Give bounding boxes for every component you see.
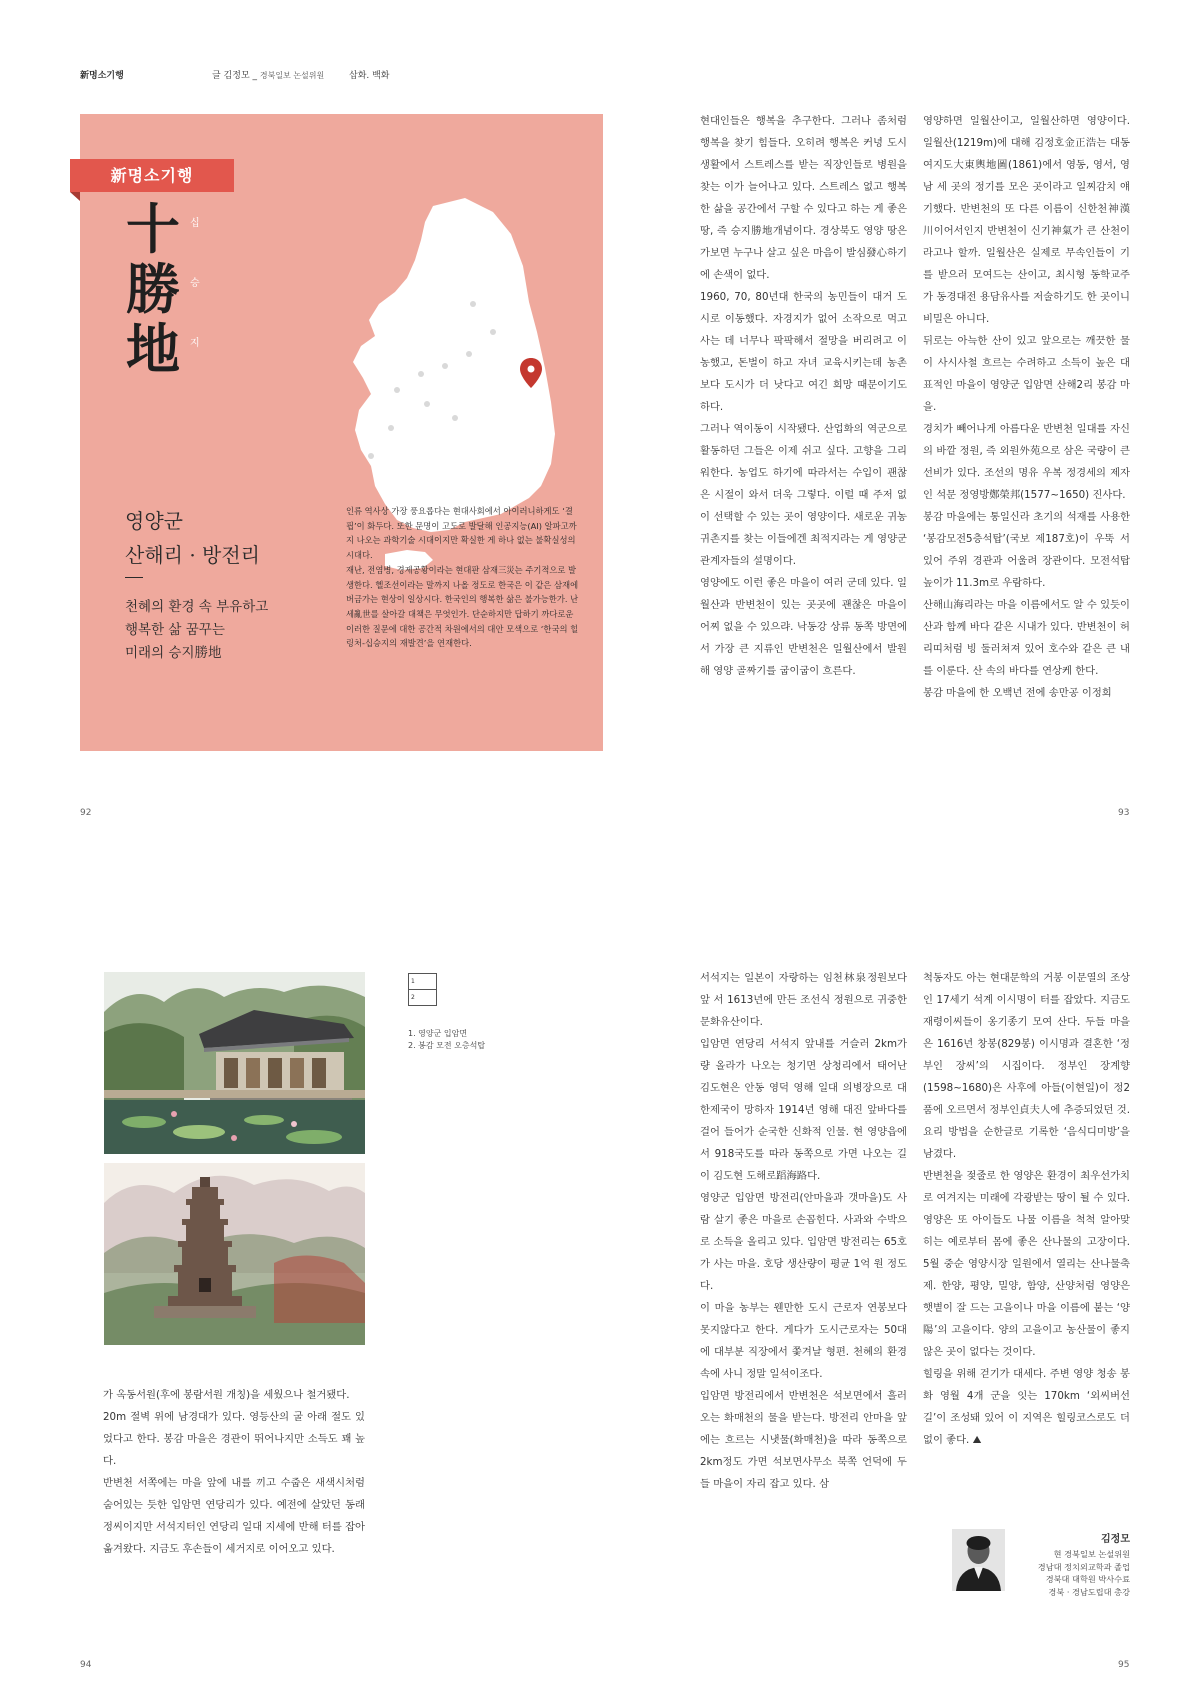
place-title	[125, 504, 260, 572]
author-bio	[1010, 1548, 1130, 1598]
map-dot	[470, 301, 476, 307]
caption-index-1: 1	[409, 974, 436, 990]
byline-role: 경북일보 논설위원	[259, 71, 325, 80]
author-bio-line: 경북대 대학원 박사수료	[1045, 1574, 1130, 1584]
title-rule	[125, 577, 143, 578]
header-byline	[212, 68, 324, 81]
place-title-line-2: 산해리 · 방전리	[125, 543, 260, 567]
paragraph: 영양하면 일월산이고, 일월산하면 영양이다. 일월산(1219m)에 대해 김정호金正浩는 대동여지도大東輿地圖(1861)에서 영동, 영서, 영남 세 곳의 정기를 모은 곳이라고 일찌감치 얘기했다. 반변천의 또 다른 이름이 신한천神漢川이어서인지 반변천이 신기神氣가 큰 산천이라고나 할까. 일월산은 실제로 무속인들이 기를 받으러 모여드는 산이고, 최시형 동학교주가 동경대전 용담유사를 저술하기도 한 곳이니 비밀은 아니다.	[923, 115, 1130, 325]
header-illustration-credit: 삽화. 백화	[349, 71, 390, 81]
hanja-reading-2: 승	[190, 278, 200, 289]
map-dot	[466, 351, 472, 357]
subtitle-line-1: 천혜의 환경 속 부유하고	[125, 599, 269, 615]
paragraph: 봉감 마을에는 통일신라 초기의 석재를 사용한 ‘봉감모전5층석탑’(국보 제187호)이 우뚝 서 있어 주위 경관과 어울려 장관이다. 모전석탑 높이가 11.3m로 우람하다.	[923, 511, 1130, 589]
hanja-char-3: 地	[126, 317, 180, 381]
paragraph: 이 마을 농부는 웬만한 도시 근로자 연봉보다 못지않다고 한다. 게다가 도시근로자는 50대에 대부분 직장에서 쫓겨날 형편. 천혜의 환경 속에 사니 정말 일석이조다.	[700, 1302, 907, 1380]
article-column-95-left	[700, 967, 907, 1495]
subtitle-line-3: 미래의 승지勝地	[125, 645, 222, 661]
image-captions	[408, 1028, 485, 1052]
paragraph: 가 옥동서원(후에 봉람서원 개칭)을 세웠으나 철거됐다.	[103, 1389, 350, 1401]
paragraph: 20m 절벽 위에 남경대가 있다. 영등산의 굴 아래 절도 있었다고 한다. 봉감 마을은 경관이 뛰어나지만 소득도 꽤 높다.	[103, 1411, 365, 1467]
hanja-char-1: 十	[126, 197, 180, 261]
paragraph: 산해山海리라는 마을 이름에서도 알 수 있듯이 산과 함께 바다 같은 시내가 있다. 반변천이 허리띠처럼 빙 둘러쳐져 있어 호수와 같은 큰 내를 이룬다. 산 속의 바다를 연상케 한다.	[923, 599, 1130, 677]
paragraph: 입암면 방전리에서 반변천은 석보면에서 흘러오는 화매천의 물을 받는다. 방전리 안마을 앞에는 흐르는 시냇물(화매천)을 따라 동쪽으로 2km정도 가면 석보면사무소 북쪽 언덕에 두들 마을이 자리 잡고 있다. 삼	[700, 1390, 907, 1490]
caption-2: 2. 봉감 모전 오층석탑	[408, 1041, 486, 1050]
page-number-93: 93	[1118, 808, 1130, 818]
painting-hanok-pond	[104, 972, 365, 1154]
byline-author: 글 김정모 _	[212, 71, 257, 81]
header-section-name: 新명소기행	[80, 71, 124, 81]
author-name: 김정모	[1101, 1534, 1130, 1545]
spread-pages-92-93	[0, 0, 1200, 853]
map-dot	[368, 453, 374, 459]
intro-text	[346, 504, 582, 651]
paragraph: 반변천 서쪽에는 마을 앞에 내를 끼고 수줍은 새색시처럼 숨어있는 듯한 입암면 연당리가 있다. 예전에 살았던 동래정씨이지만 서석지터인 연당리 일대 지세에 반해 터를 잡아 옮겨왔다. 지금도 후손들이 세거지로 이어오고 있다.	[103, 1477, 365, 1555]
caption-1: 1. 영양군 입암면	[408, 1029, 468, 1038]
paragraph: 경치가 빼어나게 아름다운 반변천 일대를 자신의 바깥 정원, 즉 외원外苑으로 삼은 국량이 큰 선비가 있다. 조선의 명유 우복 정경세의 제자인 석문 정영방鄭榮邦(1577~1650) 진사다.	[923, 423, 1130, 501]
hanja-reading-1: 십	[190, 218, 200, 229]
ribbon-fold	[70, 192, 80, 201]
map-dot	[394, 387, 400, 393]
intro-paragraph-1: 인류 역사상 가장 풍요롭다는 현대사회에서 아이러니하게도 ‘결핍’이 화두다. 또한 문명이 고도로 발달해 인공지능(AI) 알파고까지 나오는 과학기술 시대이지만 확실한 게 하나 없는 불확실성의 시대다.	[346, 506, 577, 561]
map-dot	[418, 371, 424, 377]
map-dot	[452, 415, 458, 421]
paragraph: 척동자도 아는 현대문학의 거봉 이문열의 조상인 17세기 석계 이시명이 터를 잡았다. 지금도 재령이씨들이 옹기종기 모여 산다. 두들 마을은 1616년 창봉(829봉) 이시명과 결혼한 ‘정부인 장씨’의 시집이다. 정부인 장계향(1598~1680)은 사후에 아들(이현일)이 정2품에 오르면서 정부인貞夫人에 추증되었던 것. 요리 방법을 순한글로 기록한 ‘음식디미방’을 남겼다.	[923, 972, 1130, 1160]
hanja-reading-3: 지	[190, 338, 200, 349]
painting-stone-pagoda	[104, 1163, 365, 1345]
author-bio-line: 경남대 정치외교학과 졸업	[1037, 1561, 1130, 1572]
paragraph: 힐링을 위해 걷기가 대세다. 주변 영양 청송 봉화 영월 4개 군을 잇는 170km ‘외씨버선길’이 조성돼 있어 이 지역은 힐링코스로도 더 없이 좋다. ⛰	[923, 1368, 1130, 1446]
page-number-92: 92	[80, 808, 92, 818]
paragraph: 1960, 70, 80년대 한국의 농민들이 대거 도시로 이동했다. 자경지가 없어 소작으로 먹고사는 데 너무나 팍팍해서 절망을 버리려고 이농했고, 돈벌이 하고 자녀 교육시키는데 농촌보다 도시가 더 낫다고 여긴 희망 때문이기도 하다.	[700, 291, 907, 413]
map-dot	[490, 329, 496, 335]
subtitle	[125, 596, 268, 665]
author-portrait-icon	[952, 1529, 1005, 1591]
intro-paragraph-2: 재난, 전염병, 경제공황이라는 현대판 삼재三災는 주기적으로 발생한다. 헬조선이라는 말까지 나올 정도로 한국은 이 같은 삼재에 버금가는 현상이 일상시다. 한국인의 행복한 삶은 불가능한가. 난세亂世를 살아갈 대책은 무엇인가. 단순하지만 답하기 까다로운 이러한 질문에 대한 공간적 차원에서의 대안 모색으로 ‘한국의 힐링처-십승지의 재발견’을 연재한다.	[346, 564, 579, 649]
author-bio-line: 현 경북일보 논설위원	[1053, 1549, 1130, 1559]
map-dot	[388, 425, 394, 431]
article-column-94	[103, 1384, 365, 1560]
map-dot	[442, 363, 448, 369]
paragraph: 영양에도 이런 좋은 마을이 여러 군데 있다. 일월산과 반변천이 있는 곳곳에 괜찮은 마을이 어찌 없을 수 있으랴. 낙동강 상류 동쪽 방면에서 가장 큰 지류인 반변천은 일월산에서 발원해 영양 골짜기를 굽이굽이 흐른다.	[700, 577, 907, 677]
place-title-line-1: 영양군	[125, 509, 183, 533]
paragraph: 그러나 역이동이 시작됐다. 산업화의 역군으로 활동하던 그들은 이제 쉬고 싶다. 고향을 그리워한다. 농업도 하기에 따라서는 수입이 괜찮은 시절이 와서 더욱 그렇다. 이럴 때 주저 없이 선택할 수 있는 곳이 영양이다. 새로운 귀농 귀촌지를 찾는 이들에겐 최적지라는 게 영양군 관계자들의 설명이다.	[700, 423, 907, 567]
page-number-94: 94	[80, 1660, 92, 1670]
caption-index-box	[408, 973, 437, 1006]
author-photo	[952, 1529, 1005, 1591]
watercolor-hanok-illustration	[104, 972, 365, 1154]
page-number-95: 95	[1118, 1660, 1130, 1670]
paragraph: 입암면 연당리 서석지 앞내를 거슬러 2km가량 올라가 나오는 청기면 상청리에서 태어난 김도현은 안동 영덕 영해 일대 의병장으로 대한제국이 망하자 1914년 영해 대진 앞바다를 걸어 들어가 순국한 신화적 인물. 현 영양읍에서 918국도를 따라 동쪽으로 가면 나오는 길이 김도현 도해로蹈海路다.	[700, 1038, 907, 1182]
article-column-93-left	[700, 110, 907, 682]
section-ribbon: 新명소기행	[70, 159, 234, 192]
paragraph: 영양군 입암면 방전리(안마을과 갯마을)도 사람 살기 좋은 마을로 손꼽힌다. 사과와 수박으로 소득을 올리고 있다. 입암면 방전리는 65호가 사는 마을. 호당 생산량이 평균 1억 원 정도다.	[700, 1192, 907, 1292]
feature-panel	[80, 114, 603, 751]
paragraph: 서석지는 일본이 자랑하는 임천林泉정원보다 앞 서 1613년에 만든 조선식 정원으로 귀중한 문화유산이다.	[700, 972, 907, 1028]
caption-index-2: 2	[411, 993, 415, 1001]
paragraph: 반변천을 젖줄로 한 영양은 환경이 최우선가치로 여겨지는 미래에 각광받는 땅이 될 수 있다. 영양은 또 아이들도 나물 이름을 척척 알아맞히는 예로부터 몸에 좋은 산나물의 고장이다. 5월 중순 영양시장 일원에서 열리는 산나물축제. 한양, 평양, 밀양, 함양, 산양처럼 영양은 햇볕이 잘 드는 고을이나 마을 이름에 붙는 ‘양陽’의 고을이다. 양의 고을이고 농산물이 좋지 않은 곳이 없다는 것이다.	[923, 1170, 1130, 1358]
paragraph: 뒤로는 아늑한 산이 있고 앞으로는 깨끗한 물이 사시사철 흐르는 수려하고 소득이 높은 대표적인 마을이 영양군 입암면 산해2리 봉감 마을.	[923, 335, 1130, 413]
article-column-95-right	[923, 967, 1130, 1451]
map-dot	[424, 401, 430, 407]
subtitle-line-2: 행복한 삶 꿈꾸는	[125, 622, 225, 638]
paragraph: 봉감 마을에 한 오백년 전에 송만공 이정희	[923, 687, 1112, 699]
hanja-char-2: 勝	[126, 257, 180, 321]
author-bio-line: 경북 · 경남도립대 총강	[1048, 1586, 1130, 1597]
article-column-93-right	[923, 110, 1130, 704]
paragraph: 현대인들은 행복을 추구한다. 그러나 좀처럼 행복을 찾기 힘들다. 오히려 행복은 커녕 도시생활에서 스트레스를 받는 직장인들로 병원을 찾는 이가 늘어나고 있다. 스트레스 없고 행복한 삶을 공간에서 구할 수 있다고 하는 게 좋은 땅, 즉 승지勝地개념이다. 경상북도 영양 땅은 가보면 누구나 살고 싶은 마음이 발심發心하기에 손색이 없다.	[700, 115, 907, 281]
location-pin-center	[528, 366, 535, 373]
watercolor-pagoda-illustration	[104, 1163, 365, 1345]
